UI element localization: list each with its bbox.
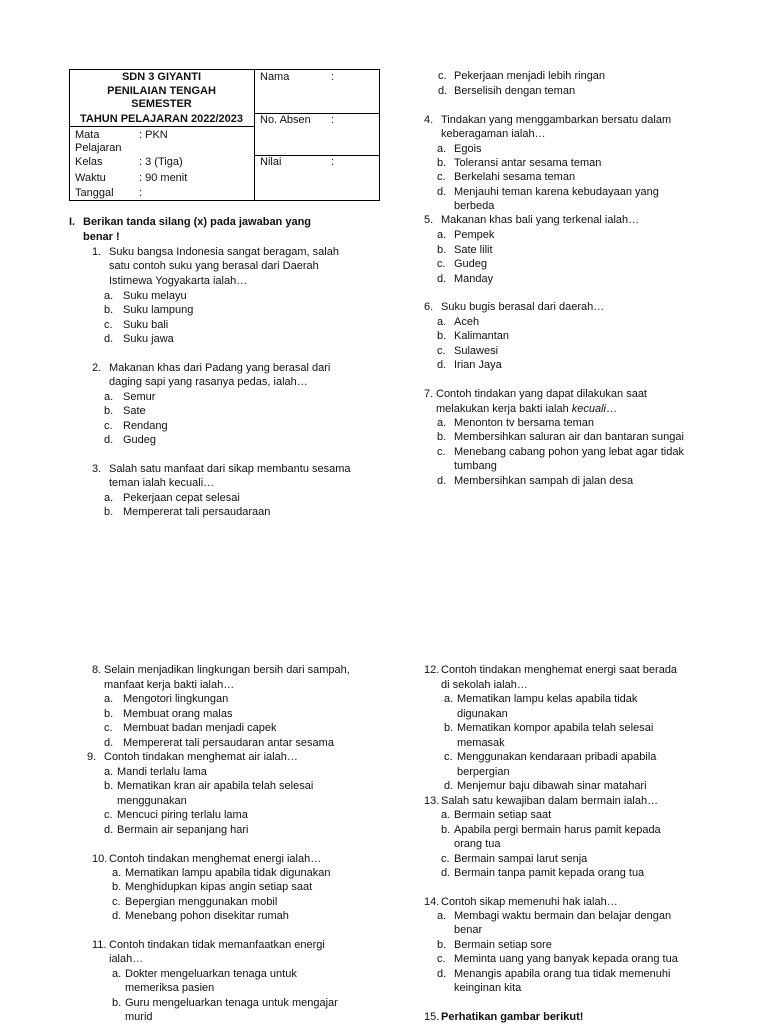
option-text: Semur [123,391,156,403]
section-instruction-2: benar ! [83,231,120,243]
option-text: Membersihkan saluran air dan bantaran sungai [454,431,684,443]
option-text: Pempek [454,229,495,241]
question-text: Contoh tindakan yang dapat dilakukan saat [436,388,647,400]
option-text: Bermain sampai larut senja [454,853,588,865]
question-text: Contoh sikap memenuhi hak ialah… [441,896,618,908]
option-text: Menebang pohon disekitar rumah [125,910,289,922]
option-text: Menangis apabila orang tua tidak memenuhi [454,968,671,980]
date-value: : [139,187,143,199]
option-text: memeriksa pasien [125,982,215,994]
question-text: Contoh tindakan tidak memanfaatkan energi [109,939,325,951]
name-colon: : [331,71,335,83]
option-letter: a. [437,143,447,155]
option-letter: d. [437,273,447,285]
question-text: Contoh tindakan menghemat air ialah… [104,751,298,763]
exam-title-2: SEMESTER [131,98,192,110]
option-text: Gudeg [454,258,488,270]
option-text: tumbang [454,460,497,472]
option-text: Mandi terlalu lama [117,766,207,778]
option-text: Bermain setiap sore [454,939,552,951]
option-text: Irian Jaya [454,359,502,371]
question-number: 9. [87,751,97,763]
option-text: Suku bali [123,319,169,331]
option-text: Suku melayu [123,290,187,302]
question-number: 11. [92,939,107,951]
option-letter: d. [437,968,447,980]
option-letter: b. [104,780,114,792]
absen-label: No. Absen [260,114,311,126]
option-letter: a. [104,492,114,504]
score-colon: : [331,156,335,168]
option-text: Bepergian menggunakan mobil [125,896,278,908]
option-text: Rendang [123,420,168,432]
option-letter: d. [437,186,447,198]
option-text: Toleransi antar sesama teman [454,157,602,169]
question-number: 7. [424,388,434,400]
option-letter: c. [104,420,113,432]
class-label: Kelas [75,156,103,168]
option-letter: a. [441,809,451,821]
option-letter: d. [104,434,114,446]
option-letter: b. [441,824,451,836]
option-letter: c. [104,319,113,331]
option-letter: b. [437,244,447,256]
option-text: berbeda [454,200,495,212]
option-letter: c. [437,446,446,458]
option-letter: d. [438,85,448,97]
question-text: Contoh tindakan menghemat energi ialah… [109,853,322,865]
option-letter: c. [441,853,450,865]
question-text: Suku bugis berasal dari daerah… [441,301,605,313]
option-letter: a. [437,316,447,328]
option-letter: c. [104,809,113,821]
question-text: Contoh tindakan menghemat energi saat berada [441,664,678,676]
option-letter: b. [437,157,447,169]
option-letter: b. [104,506,114,518]
question-text: Salah satu kewajiban dalam bermain ialah… [441,795,659,807]
option-text: Mengotori lingkungan [123,693,229,705]
option-text: Menggunakan kendaraan pribadi apabila [457,751,657,763]
option-text: Apabila pergi bermain harus pamit kepada [454,824,661,836]
question-text: Makanan khas bali yang terkenal ialah… [441,214,640,226]
school-year: TAHUN PELAJARAN 2022/2023 [79,113,244,125]
option-text: Sulawesi [454,345,499,357]
option-text: Kalimantan [454,330,510,342]
option-text: Mempererat tali persaudaran antar sesama [123,737,334,749]
option-text: Mematikan lampu kelas apabila tidak [457,693,638,705]
question-text: di sekolah ialah… [441,679,528,691]
option-text: Membuat orang malas [123,708,233,720]
option-text: Mematikan kompor apabila telah selesai [457,722,654,734]
option-letter: a. [437,229,447,241]
question-number: 15. [424,1011,440,1023]
option-text: Dokter mengeluarkan tenaga untuk [125,968,297,980]
subject-label: Mata [75,129,100,141]
question-number: 13. [424,795,440,807]
question-number: 3. [92,463,102,475]
option-letter: d. [104,333,114,345]
question-text: manfaat kerja bakti ialah… [104,679,235,691]
date-label: Tanggal [75,187,114,199]
option-letter: b. [437,431,447,443]
time-label: Waktu [75,172,106,184]
section-instruction: Berikan tanda silang (x) pada jawaban yang [83,216,312,228]
option-text: Membuat badan menjadi capek [123,722,277,734]
option-letter: b. [104,304,114,316]
question-number: 14. [424,896,440,908]
question-text-italic: kecuali [571,403,606,415]
question-text: Perhatikan gambar berikut! [441,1011,584,1023]
subject-label-2: Pelajaran [75,142,122,154]
question-text: melakukan kerja bakti ialah kecuali… [436,403,617,415]
option-letter: b. [104,405,114,417]
option-text: murid [125,1011,153,1023]
option-letter: a. [444,693,454,705]
option-text: Meminta uang yang banyak kepada orang tua [454,953,678,965]
option-text: Membagi waktu bermain dan belajar dengan [454,910,672,922]
subject-value: : PKN [139,129,168,141]
option-text: Mematikan lampu apabila tidak digunakan [125,867,331,879]
question-text: teman ialah kecuali… [109,477,215,489]
question-text: Makanan khas dari Padang yang berasal dari [109,362,331,374]
option-text: Manday [454,273,494,285]
option-letter: c. [112,896,121,908]
option-text: Egois [454,143,482,155]
option-text: Membersihkan sampah di jalan desa [454,475,634,487]
name-label: Nama [260,71,290,83]
option-text: Menjauhi teman karena kebudayaan yang [454,186,659,198]
question-text: ialah… [109,953,144,965]
option-text: memasak [457,737,505,749]
option-letter: a. [112,867,122,879]
option-letter: a. [112,968,122,980]
question-number: 2. [92,362,102,374]
option-text: Pekerjaan menjadi lebih ringan [454,70,606,82]
option-letter: b. [437,330,447,342]
option-text: Mematikan kran air apabila telah selesai [117,780,314,792]
option-text: digunakan [457,708,508,720]
option-text: Menjemur baju dibawah sinar matahari [457,780,647,792]
option-letter: b. [104,708,114,720]
time-value: : 90 menit [139,172,188,184]
option-letter: b. [112,997,122,1009]
class-value: : 3 (Tiga) [139,156,183,168]
option-text: Menonton tv bersama teman [454,417,595,429]
option-text: Aceh [454,316,480,328]
option-letter: b. [444,722,454,734]
option-letter: d. [437,475,447,487]
option-letter: c. [104,722,113,734]
option-letter: b. [437,939,447,951]
option-letter: d. [444,780,454,792]
exam-title: PENILAIAN TENGAH [107,85,216,97]
option-letter: a. [104,693,114,705]
question-text-part: melakukan kerja bakti ialah [436,403,572,415]
option-text: berpergian [457,766,510,778]
question-text: Suku bangsa Indonesia sangat beragam, salah [109,246,339,258]
absen-colon: : [331,114,335,126]
question-text: Salah satu manfaat dari sikap membantu sesama [109,463,351,475]
option-text: Menghidupkan kipas angin setiap saat [125,881,313,893]
option-text: Guru mengeluarkan tenaga untuk mengajar [125,997,338,1009]
option-letter: d. [104,737,114,749]
option-text: Mempererat tali persaudaraan [123,506,271,518]
option-letter: d. [437,359,447,371]
option-letter: c. [437,258,446,270]
option-text: Sate [123,405,146,417]
question-text: Istimewa Yogyakarta ialah… [109,275,248,287]
option-letter: b. [112,881,122,893]
option-letter: d. [441,867,451,879]
question-text: Tindakan yang menggambarkan bersatu dalam [441,114,672,126]
question-text: daging sapi yang rasanya pedas, ialah… [109,376,308,388]
question-number: 10. [92,853,108,865]
option-letter: a. [104,391,114,403]
option-letter: c. [437,953,446,965]
option-text: orang tua [454,838,501,850]
option-letter: a. [104,766,114,778]
question-number: 6. [424,301,434,313]
option-letter: c. [438,70,447,82]
option-text: Bermain setiap saat [454,809,552,821]
option-text: benar [454,924,483,936]
option-letter: a. [104,290,114,302]
question-number: 5. [424,214,434,226]
option-text: Menebang cabang pohon yang lebat agar tidak [454,446,684,458]
question-number: 4. [424,114,434,126]
question-text: keberagaman ialah… [441,128,546,140]
question-number: 12. [424,664,440,676]
option-text: Bermain tanpa pamit kepada orang tua [454,867,645,879]
option-text: Sate lilit [454,244,493,256]
option-text: Berselisih dengan teman [454,85,576,97]
option-text: Suku jawa [123,333,174,345]
option-text: menggunakan [117,795,187,807]
option-letter: c. [437,171,446,183]
option-letter: d. [112,910,122,922]
option-text: Bermain air sepanjang hari [117,824,249,836]
option-letter: c. [444,751,453,763]
option-text: Pekerjaan cepat selesai [123,492,240,504]
section-number: I. [69,216,76,228]
question-text: Selain menjadikan lingkungan bersih dari sampah, [104,664,350,676]
score-label: Nilai [260,156,282,168]
option-letter: a. [437,910,447,922]
option-text: Berkelahi sesama teman [454,171,576,183]
option-letter: d. [104,824,114,836]
option-letter: c. [437,345,446,357]
header-table [69,69,380,201]
question-number: 8. [92,664,102,676]
option-text: Suku lampung [123,304,194,316]
option-text: Gudeg [123,434,157,446]
school-name: SDN 3 GIYANTI [121,71,202,83]
question-number: 1. [92,246,102,258]
option-text: Mencuci piring terlalu lama [117,809,248,821]
option-text: keinginan kita [454,982,522,994]
question-text: satu contoh suku yang berasal dari Daerah [109,260,319,272]
option-letter: a. [437,417,447,429]
